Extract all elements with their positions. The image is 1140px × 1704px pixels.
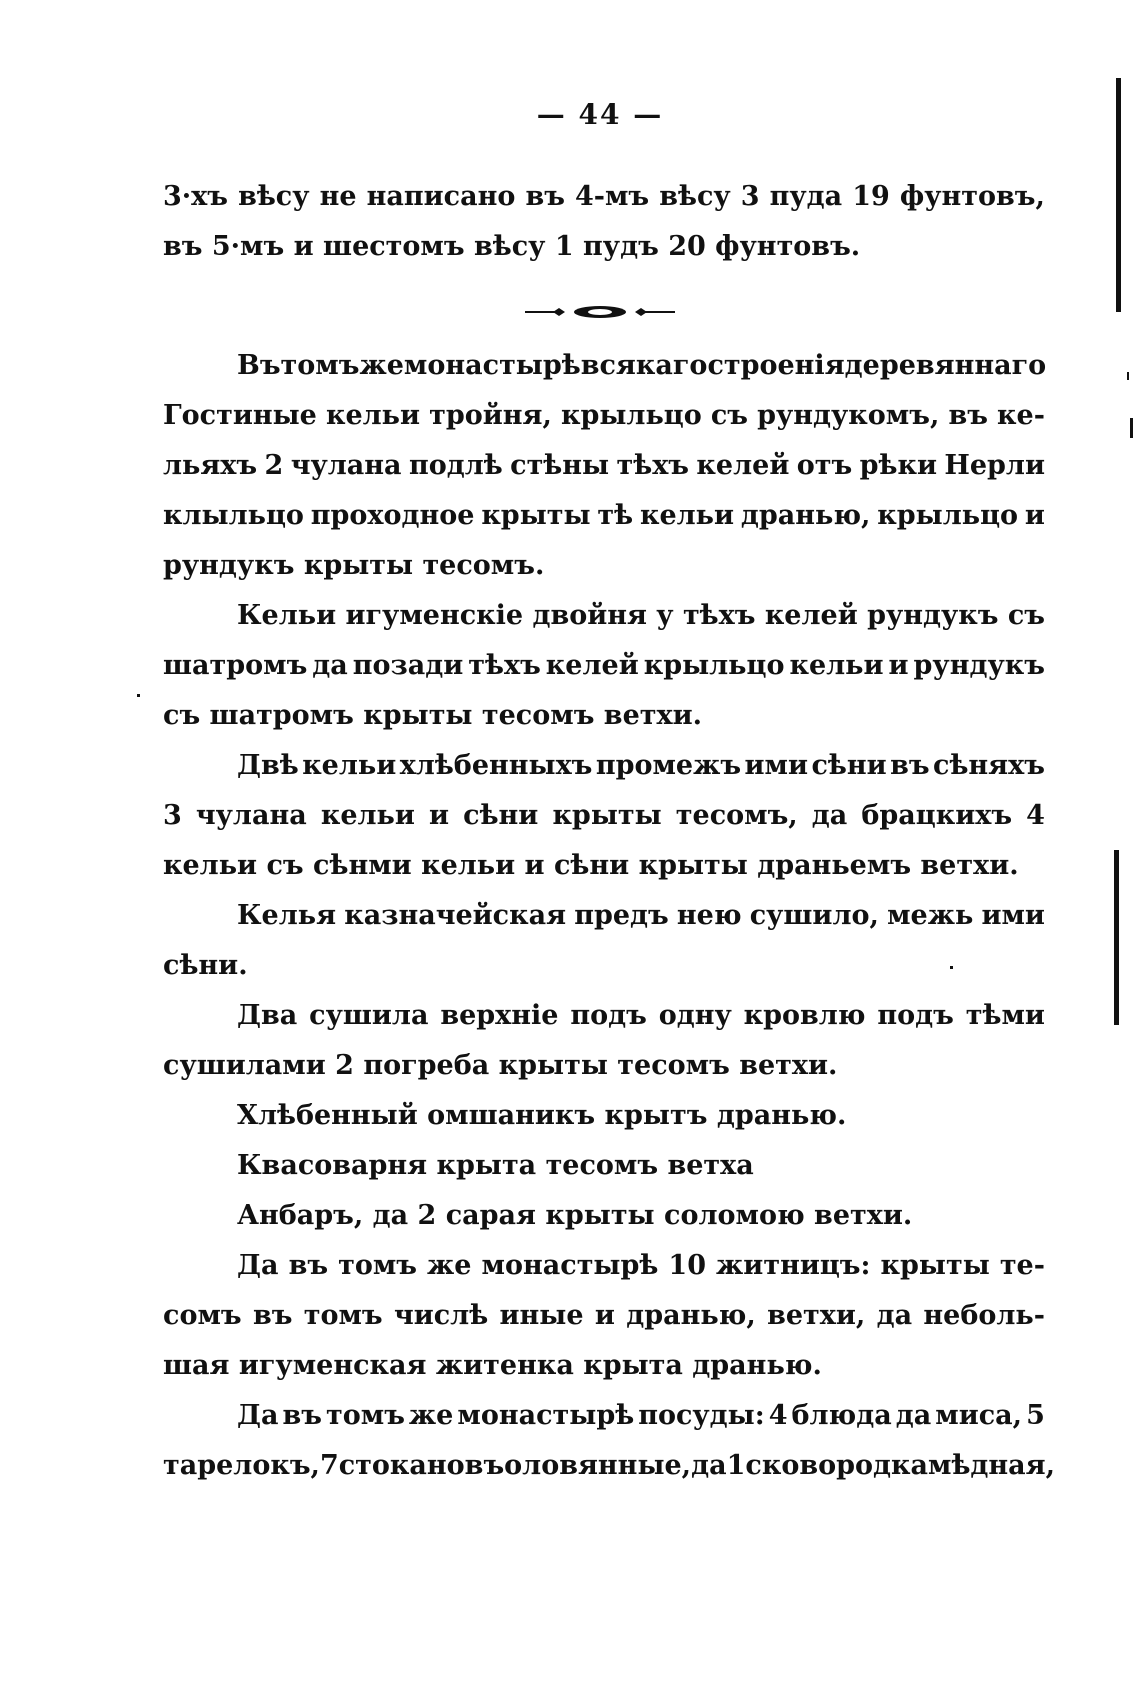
line-text [163, 1291, 1045, 1341]
word: томъ [326, 1400, 405, 1431]
word: житницъ: [716, 1250, 871, 1281]
word: числѣ [393, 1300, 489, 1331]
word: съ [710, 400, 748, 431]
word: у [656, 600, 674, 631]
word: кровлю [743, 1000, 866, 1031]
word: да [895, 1400, 932, 1431]
word: томъ [280, 350, 360, 381]
word: вѣсу [238, 181, 310, 212]
word: чулана [195, 800, 307, 831]
word: блюда [791, 1400, 892, 1431]
word: же [408, 1400, 454, 1431]
word: проходное [310, 500, 475, 531]
word: дранью, [626, 1300, 756, 1331]
word: Два [237, 1000, 298, 1031]
word: нею [676, 900, 742, 931]
word: же [427, 1250, 472, 1281]
word: и [429, 800, 450, 831]
word: Кельи [237, 600, 337, 631]
line-text [237, 341, 1045, 391]
word: игуменскіе [345, 600, 524, 631]
word: въ [890, 750, 930, 781]
word: шатромъ [163, 650, 308, 681]
top-paragraph [163, 172, 1045, 272]
text-line [163, 541, 1045, 591]
word: и [594, 1300, 615, 1331]
word: 1 [726, 1450, 746, 1481]
word: 10 [668, 1250, 706, 1281]
word: чулана [290, 450, 402, 481]
text-line [163, 1191, 1045, 1241]
word: да [876, 1300, 913, 1331]
word: дранью, [740, 500, 871, 531]
word: и [888, 650, 909, 681]
word: ке- [997, 400, 1045, 431]
word: стокановъ [338, 1450, 505, 1481]
word: те- [999, 1250, 1045, 1281]
line-text: Квасоварня крыта тесомъ ветха [237, 1150, 754, 1181]
word: крыльцо [643, 650, 785, 681]
word: рундукъ [913, 650, 1045, 681]
word: кельи [639, 500, 735, 531]
word: 19 [852, 181, 890, 212]
word: келей [764, 600, 858, 631]
word: подлѣ [408, 450, 503, 481]
word: крыты [552, 800, 662, 831]
word: да [312, 650, 348, 681]
text-line [163, 1391, 1045, 1441]
line-text [163, 1441, 1056, 1491]
word: пуда [769, 181, 843, 212]
scan-edge-mark [1114, 850, 1119, 1025]
word: позади [352, 650, 464, 681]
section-divider-ornament [523, 300, 677, 324]
line-text: сушилами 2 погреба крыты тесомъ ветхи. [163, 1050, 838, 1081]
word: въ [948, 400, 988, 431]
line-text [163, 441, 1045, 491]
word: неболь- [923, 1300, 1045, 1331]
word: ими [981, 900, 1045, 931]
word: фунтовъ, [899, 181, 1045, 212]
line-text [163, 491, 1045, 541]
word: тарелокъ, [163, 1450, 320, 1481]
word: Двѣ [237, 750, 299, 781]
word: Въ [237, 350, 281, 381]
text-line [163, 991, 1045, 1041]
word: двойня [532, 600, 647, 631]
line-text [237, 991, 1045, 1041]
word: 4 [1026, 800, 1045, 831]
word: льяхъ [163, 450, 258, 481]
line-text [163, 791, 1045, 841]
word: хлѣбенныхъ [399, 750, 593, 781]
word: Келья [237, 900, 337, 931]
word: монастырѣ [481, 1250, 659, 1281]
word: одну [658, 1000, 732, 1031]
word: промежъ [595, 750, 742, 781]
word: тройня, [429, 400, 552, 431]
text-line [163, 1241, 1045, 1291]
word: съ [1007, 600, 1045, 631]
text-line [163, 341, 1045, 391]
line-text: Хлѣбенный омшаникъ крытъ дранью. [237, 1100, 847, 1131]
text-line [163, 441, 1045, 491]
word: 7 [319, 1450, 339, 1481]
word: же [359, 350, 404, 381]
text-line [163, 172, 1045, 222]
word: тесомъ, [675, 800, 798, 831]
word: томъ [303, 1300, 383, 1331]
text-line [163, 641, 1045, 691]
word: крыты [481, 500, 591, 531]
word: монастырѣ [457, 1400, 635, 1431]
word: сѣняхъ [933, 750, 1045, 781]
word: казначейская [344, 900, 567, 931]
text-line [163, 791, 1045, 841]
text-line [163, 1041, 1045, 1091]
word: сковородка [745, 1450, 928, 1481]
word: клыльцо [163, 500, 304, 531]
word: 5 [1026, 1400, 1045, 1431]
text-line [163, 941, 1045, 991]
word: келей [545, 650, 639, 681]
word: сушила [309, 1000, 429, 1031]
line-text [237, 1391, 1045, 1441]
line-text [163, 641, 1045, 691]
line-text [163, 391, 1045, 441]
word: тѣ [597, 500, 634, 531]
text-line [163, 1441, 1056, 1491]
word: строенія [707, 350, 845, 381]
word: монастырѣ [403, 350, 581, 381]
word: тѣхъ [616, 450, 690, 481]
word: Да [237, 1250, 279, 1281]
word: 3 [163, 800, 182, 831]
word: 3 [740, 181, 760, 212]
line-text [237, 891, 1045, 941]
word: написано [366, 181, 516, 212]
word: тѣми [965, 1000, 1045, 1031]
line-text: кельи съ сѣнми кельи и сѣни крыты драньемъ ветхи. [163, 850, 1019, 881]
word: сѣни [463, 800, 539, 831]
line-text [237, 591, 1045, 641]
word: мѣдная, [927, 1450, 1056, 1481]
word: въ [282, 1400, 322, 1431]
word: иные [499, 1300, 584, 1331]
word: 3·хъ [163, 181, 228, 212]
text-line [163, 391, 1045, 441]
word: въ [525, 181, 565, 212]
word: подъ [570, 1000, 647, 1031]
word: оловянные, [504, 1450, 692, 1481]
word: вѣсу [659, 181, 731, 212]
word: крыльцо [877, 500, 1019, 531]
word: крыты [880, 1250, 990, 1281]
line-text: съ шатромъ крыты тесомъ ветхи. [163, 700, 702, 731]
word: кельи [325, 400, 421, 431]
word: рундукомъ, [757, 400, 940, 431]
word: келей [696, 450, 790, 481]
word: 4-мъ [574, 181, 650, 212]
word: рундукъ [867, 600, 999, 631]
line-text: сѣни. [163, 950, 248, 981]
word: крыльцо [560, 400, 702, 431]
scan-edge-mark [1116, 78, 1121, 312]
word: сушило, [749, 900, 879, 931]
word: сомъ [163, 1300, 242, 1331]
text-line [163, 1291, 1045, 1341]
word: въ [252, 1300, 293, 1331]
word: подъ [877, 1000, 954, 1031]
main-text [163, 341, 1056, 1491]
scan-speck [137, 694, 140, 697]
word: деревяннаго [844, 350, 1047, 381]
word: стѣны [510, 450, 610, 481]
word: и [1024, 500, 1045, 531]
word: Гостиные [163, 400, 317, 431]
text-line [163, 1091, 1045, 1141]
word: тѣхъ [468, 650, 541, 681]
scan-speck [1130, 418, 1133, 438]
word: брацкихъ [861, 800, 1013, 831]
line-text [163, 172, 1045, 222]
line-text: въ 5·мъ и шестомъ вѣсу 1 пудъ 20 фунтовъ. [163, 231, 861, 262]
text-line [163, 741, 1045, 791]
text-line [163, 222, 1045, 272]
word: Нерли [944, 450, 1045, 481]
word: 4 [768, 1400, 788, 1431]
word: предъ [574, 900, 669, 931]
word: кельи [320, 800, 415, 831]
text-line [163, 691, 1045, 741]
word: рѣки [859, 450, 937, 481]
word: тѣхъ [682, 600, 756, 631]
word: сѣни [811, 750, 887, 781]
text-line [163, 491, 1045, 541]
word: 2 [264, 450, 284, 481]
text-line [163, 841, 1045, 891]
word: не [319, 181, 357, 212]
line-text: рундукъ крыты тесомъ. [163, 550, 545, 581]
word: межь [887, 900, 974, 931]
word: посуды: [638, 1400, 765, 1431]
word: Да [237, 1400, 279, 1431]
word: всякаго [580, 350, 708, 381]
word: въ [288, 1250, 329, 1281]
text-line [163, 1341, 1045, 1391]
word: кельи [302, 750, 397, 781]
text-line [163, 891, 1045, 941]
word: миса, [935, 1400, 1023, 1431]
scan-speck [1127, 372, 1129, 380]
word: да [811, 800, 848, 831]
line-text [237, 1241, 1045, 1291]
word: кельи [789, 650, 884, 681]
word: отъ [796, 450, 853, 481]
word: ими [744, 750, 809, 781]
word: да [691, 1450, 727, 1481]
word: томъ [338, 1250, 417, 1281]
line-text: шая игуменская житенка крыта дранью. [163, 1350, 822, 1381]
line-text [237, 741, 1045, 791]
line-text: Анбаръ, да 2 сарая крыты соломою ветхи. [237, 1200, 913, 1231]
text-line [163, 1141, 1045, 1191]
scan-speck [950, 966, 953, 969]
word: верхніе [440, 1000, 559, 1031]
page-number: — 44 — [536, 98, 664, 131]
text-line [163, 591, 1045, 641]
word: ветхи, [767, 1300, 866, 1331]
